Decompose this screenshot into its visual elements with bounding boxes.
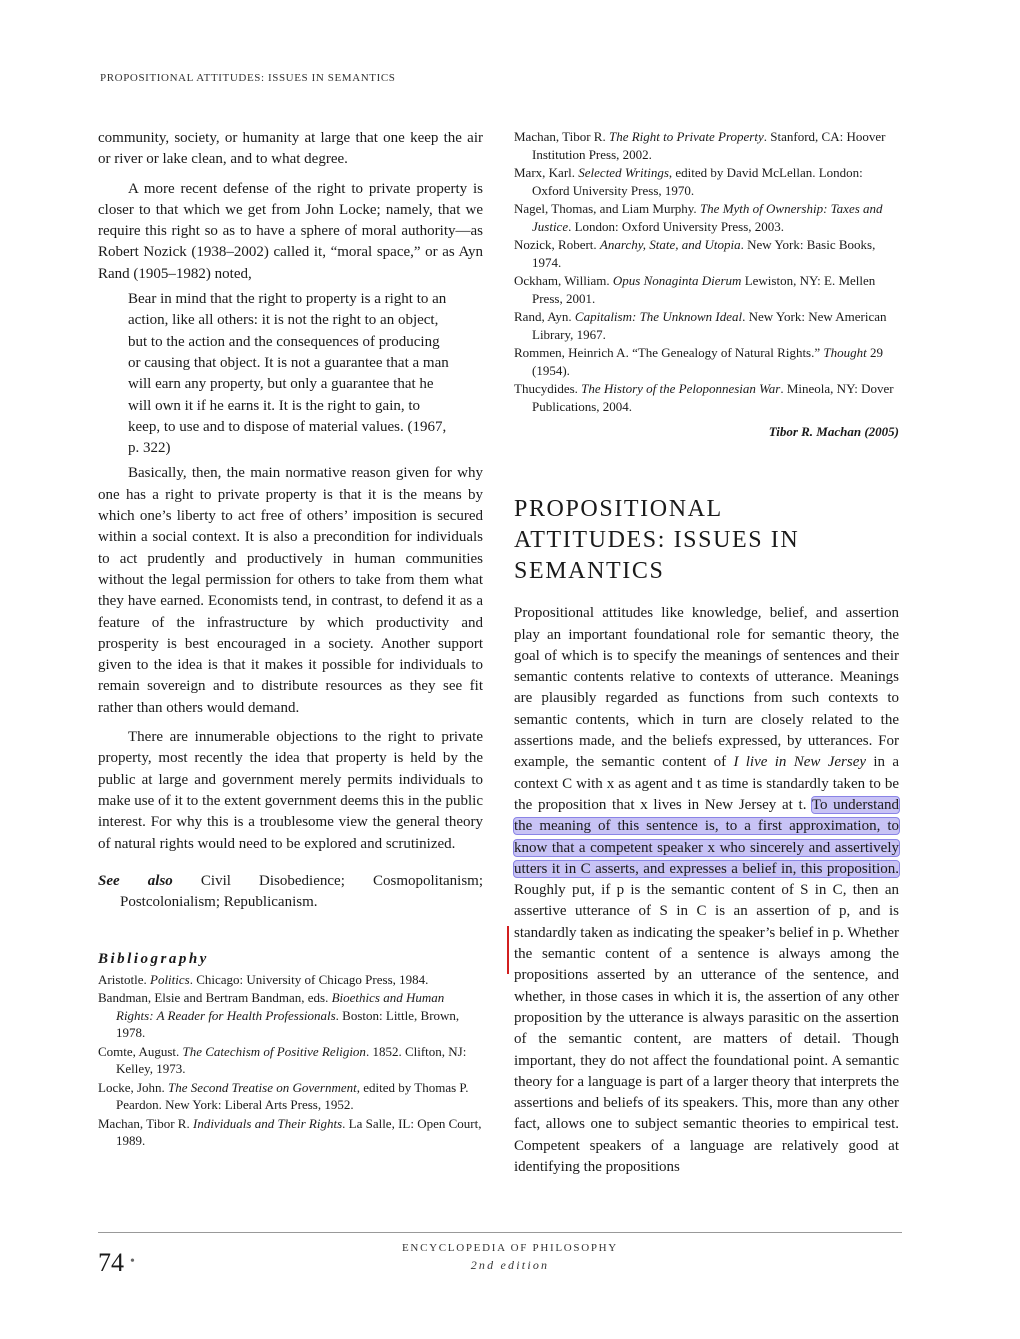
bibliography-entry: Locke, John. The Second Treatise on Government, edited by Thomas P. Peardon. New York: Liberal Arts Press, 1952. (98, 1079, 469, 1113)
bullet-icon: • (130, 1254, 135, 1269)
paragraph: There are innumerable objections to the right to private property, most recently the idea that property is held by the public at large and government merely permits individuals to make use of it to the extent government deems this in the public interest. For why this is a troublesome view the general theory of natural rights would need to be explored and scrutinized. (98, 729, 483, 852)
bibliography-entry: Nozick, Robert. Anarchy, State, and Utopia. New York: Basic Books, 1974. (514, 237, 876, 270)
bibliography-entry: Comte, August. The Catechism of Positive Religion. 1852. Clifton, NJ: Kelley, 1973. (98, 1043, 467, 1077)
see-also-links[interactable]: Civil Disobedience; Cosmopolitanism; Postcolonialism; Republicanism. (120, 872, 483, 911)
paragraph: A more recent defense of the right to private property is closer to that which we get from John Locke; namely, that we require this right so as to have a sphere of moral authority—as Robert Nozick (1938–2002) called it, “moral space,” or as Ayn Rand (1905–1982) noted, (98, 180, 483, 282)
article-title (514, 494, 899, 587)
running-header: PROPOSITIONAL ATTITUDES: ISSUES IN SEMANTICS (100, 72, 396, 84)
bibliography-entry: Marx, Karl. Selected Writings, edited by David McLellan. London: Oxford University Press, 1970. (514, 165, 863, 198)
article-title-line: ATTITUDES: ISSUES IN (514, 527, 800, 554)
example-sentence: I live in New Jersey (733, 754, 867, 771)
paragraph: community, society, or humanity at large that one keep the air or river or lake clean, and to what degree. (98, 130, 483, 168)
bibliography-entry: Rommen, Heinrich A. “The Genealogy of Natural Rights.” Thought 29 (1954). (514, 345, 883, 378)
left-column (98, 128, 483, 1151)
article-title-line: SEMANTICS (514, 558, 665, 585)
encyclopedia-name: ENCYCLOPEDIA OF PHILOSOPHY (402, 1242, 618, 1254)
bibliography-entry: Thucydides. The History of the Peloponnesian War. Mineola, NY: Dover Publications, 2004. (514, 381, 894, 414)
bibliography-list-continued (514, 128, 899, 415)
annotation-marker (507, 926, 509, 974)
footer-divider (98, 1232, 902, 1233)
edition-label: 2nd edition (470, 1258, 550, 1272)
bibliography-entry: Machan, Tibor R. Individuals and Their Rights. La Salle, IL: Open Court, 1989. (98, 1115, 482, 1149)
bibliography-heading: Bibliography (98, 951, 209, 968)
article-body: Propositional attitudes like knowledge, belief, and assertion play an important foundational role for semantic theory, the goal of which is to specify the meanings of sentences and their semantic contents relative to contexts of utterance. Meanings are plausibly regarded as functions from such contexts to semantic contents, which in turn are closely related to the assertions made, and the beliefs expressed, by utterances. For example, the semantic content of I live in New Jersey in a context C with x as agent and t as time is standardly taken to be the proposition that x lives in New Jersey at t. To understand the meaning of this sentence is, to a first approximation, to know that a competent speaker x who sincerely and assertively utters it in C asserts, and expresses a belief in, this proposition. Roughly put, if p is the semantic content of S in C, then an assertive utterance of S in C is an assertion of p, and is standardly taken as indicating the speaker’s belief in p. Whether the semantic content of a sentence is always among the propositions asserted by an utterance of the sentence, and whether, in those cases in which it is, the assertion of any other proposition by the utterance is always parasitic on the assertion of the semantic content, are matters of detail. Though important, they do not affect the foundational point. A semantic theory for a language is part of a larger theory that interprets the assertions and beliefs of its speakers. This, more than any other fact, allows one to subject semantic theories to empirical test. Competent speakers of a language are relatively good at identifying the propositions (514, 605, 899, 1176)
bibliography-list (98, 971, 483, 1150)
highlighted-passage[interactable]: To understand the meaning of this sentence is, to a first approximation, to know that a competent speaker x who sincerely and assertively utters it in C asserts, and expresses a belief in, this proposition. (514, 796, 899, 877)
see-also-label: See also (98, 872, 173, 889)
bibliography-entry: Bandman, Elsie and Bertram Bandman, eds. Bioethics and Human Rights: A Reader for Health Professionals. Boston: Little, Brown, 1978. (98, 990, 460, 1041)
right-column (514, 128, 899, 1178)
page-number: 74 (98, 1248, 124, 1277)
paragraph: Basically, then, the main normative reason given for why one has a right to private property is that it is the means by which one’s liberty to act free of others’ imposition is secured within a social context. It is also a precondition for individuals to act prudently and productively in human communities without the legal permission for others to take from them what they have earned. Economists tend, in contrast, to defend it as a feature of the infrastructure by which productivity and prosperity is best encouraged in a society. Another support given to the idea is that it makes it possible for individuals to remain sovereign and to distribute resources as they see fit rather than others would demand. (98, 465, 483, 716)
see-also (98, 871, 483, 914)
bibliography-entry: Machan, Tibor R. The Right to Private Property. Stanford, CA: Hoover Institution Press, 2002. (514, 129, 886, 162)
article-author: Tibor R. Machan (2005) (768, 424, 899, 439)
bibliography-entry: Ockham, William. Opus Nonaginta Dierum Lewiston, NY: E. Mellen Press, 2001. (514, 273, 876, 306)
bibliography-entry: Rand, Ayn. Capitalism: The Unknown Ideal. New York: New American Library, 1967. (514, 309, 887, 342)
article-title-line: PROPOSITIONAL (514, 496, 723, 523)
bibliography-entry: Aristotle. Politics. Chicago: University of Chicago Press, 1984. (98, 971, 429, 987)
bibliography-entry: Nagel, Thomas, and Liam Murphy. The Myth of Ownership: Taxes and Justice. London: Oxford University Press, 2003. (514, 201, 883, 234)
block-quote: Bear in mind that the right to property is a right to an action, like all others: it is not the right to an object, but to the action and the consequences of producing or causing that object. It is not a guarantee that a man will earn any property, but only a guarantee that he will own it if he earns it. It is the right to gain, to keep, to use and to dispose of material values. (1967, p. 322) (128, 291, 449, 457)
